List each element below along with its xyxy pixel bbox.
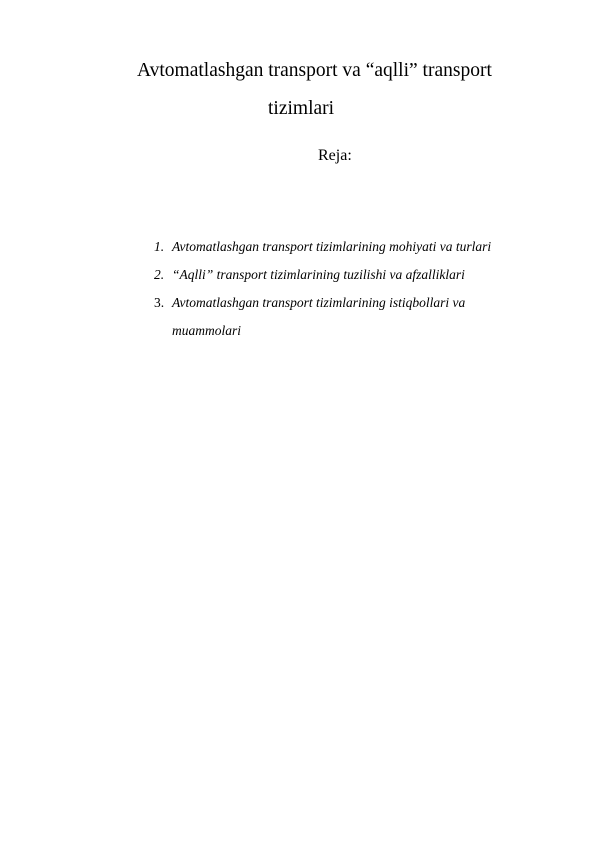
plan-heading: Reja: — [318, 147, 352, 164]
plan-item-number: 3. — [154, 295, 165, 310]
document-title-line-1: Avtomatlashgan transport va “aqlli” transport — [137, 60, 492, 81]
plan-item-text: Avtomatlashgan transport tizimlarining mohiyati va turlari — [172, 239, 492, 254]
plan-item-1 — [148, 233, 568, 261]
plan-item-text: “Aqlli” transport tizimlarining tuzilishi va afzalliklari — [172, 267, 465, 282]
document-title-line-2: tizimlari — [268, 98, 335, 119]
plan-item-number: 1. — [154, 239, 165, 254]
plan-item-number: 2. — [154, 267, 165, 282]
plan-item-text: Avtomatlashgan transport tizimlarining istiqbollari va muammolari — [172, 295, 466, 338]
plan-item-2 — [148, 261, 568, 289]
plan-item-3 — [148, 289, 568, 345]
plan-list — [148, 233, 568, 345]
